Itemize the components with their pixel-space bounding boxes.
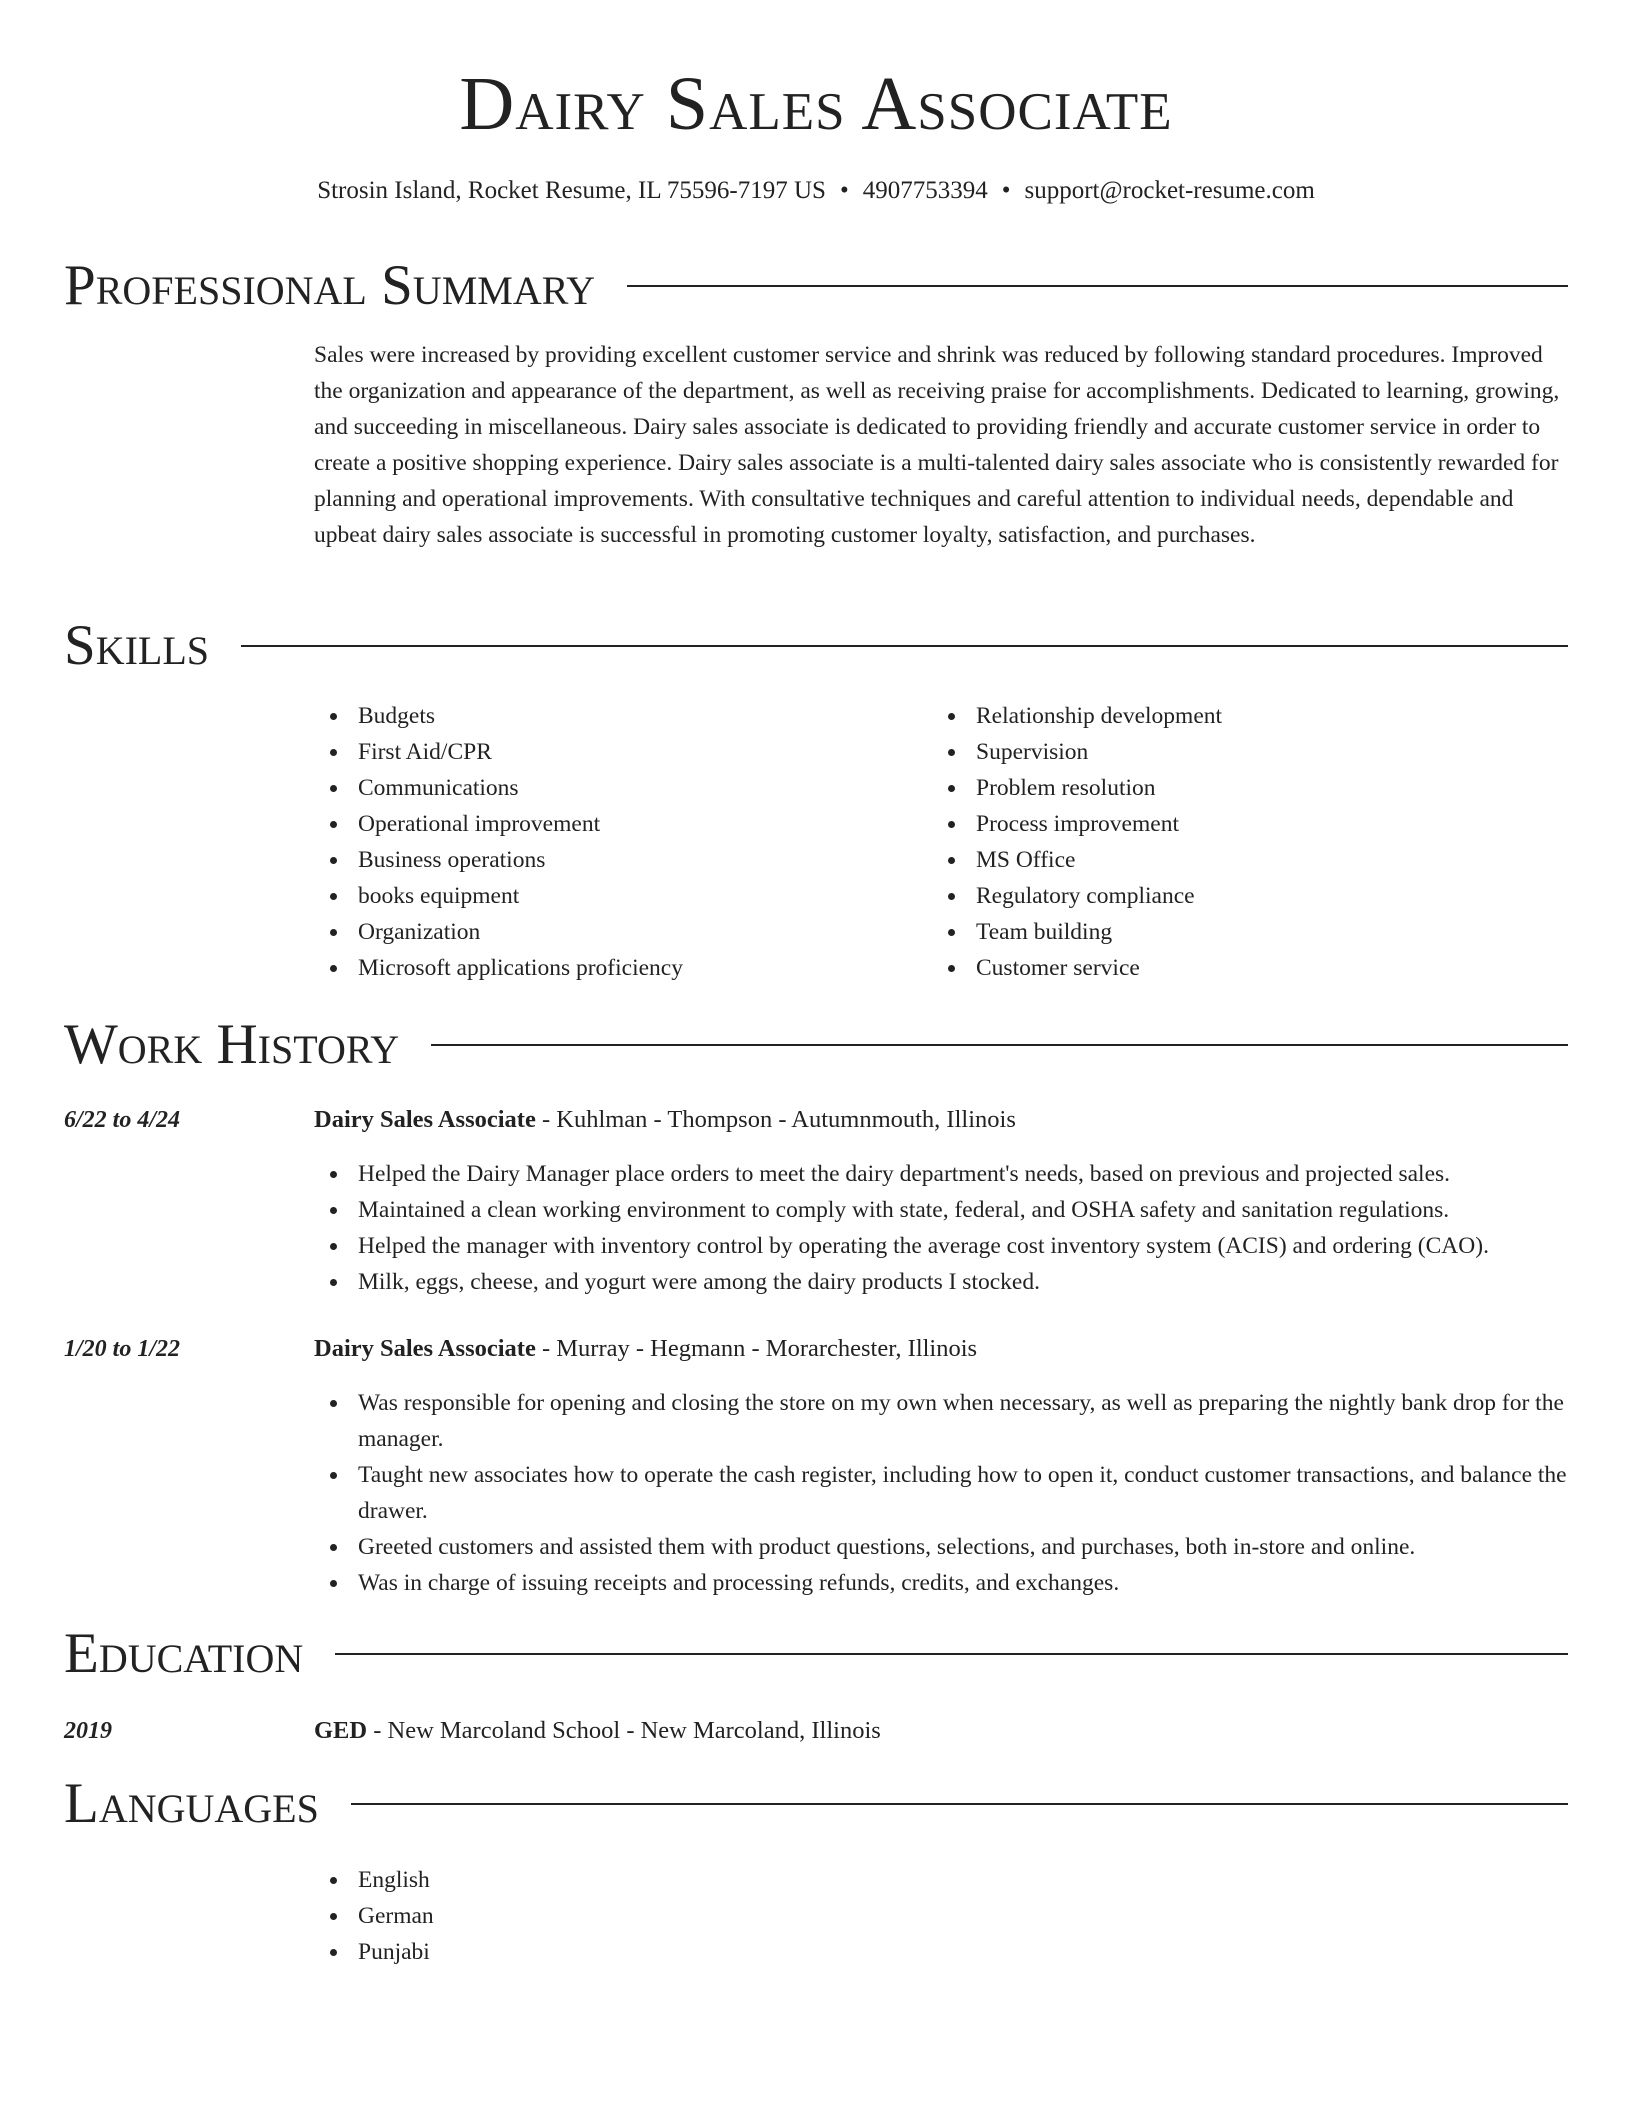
skill-item: Process improvement [932,806,1552,842]
job-heading [314,1102,1016,1138]
education-school: - New Marcoland School - New Marcoland, Illinois [367,1717,881,1744]
job-title: Dairy Sales Associate [314,1106,536,1133]
skills-list-right [932,698,1552,986]
skill-item: First Aid/CPR [314,734,914,770]
job-bullet: Greeted customers and assisted them with product questions, selections, and purchases, both in-store and online. [314,1529,1568,1565]
job-bullet: Milk, eggs, cheese, and yogurt were among the dairy products I stocked. [314,1264,1568,1300]
job-dates: 6/22 to 4/24 [64,1107,181,1133]
section-title-skills: Skills [64,614,210,677]
language-item: English [314,1862,914,1898]
skill-item: Operational improvement [314,806,914,842]
skill-item: Business operations [314,842,914,878]
skill-item: Budgets [314,698,914,734]
job-bullet: Was responsible for opening and closing the store on my own when necessary, as well as preparing the nightly bank drop for the manager. [314,1385,1568,1457]
skills-section-header [64,613,1568,679]
education-degree: GED [314,1717,368,1744]
job-bullet: Was in charge of issuing receipts and processing refunds, credits, and exchanges. [314,1565,1568,1601]
skill-item: Microsoft applications proficiency [314,950,914,986]
section-title-summary: Professional Summary [64,254,596,317]
candidate-name: Dairy Sales Associate [459,62,1173,146]
contact-email: support@rocket-resume.com [1024,177,1315,204]
skill-item: Supervision [932,734,1552,770]
job-dates: 1/20 to 1/22 [64,1336,181,1362]
skill-item: Regulatory compliance [932,878,1552,914]
section-divider [335,1653,1568,1655]
section-divider [241,645,1568,647]
job-bullet: Helped the Dairy Manager place orders to meet the dairy department's needs, based on previous and projected sales. [314,1156,1568,1192]
skills-list-left [314,698,914,986]
job-bullet: Taught new associates how to operate the cash register, including how to open it, conduct customer transactions, and balance the drawer. [314,1457,1568,1529]
job-bullet: Maintained a clean working environment to comply with state, federal, and OSHA safety and sanitation regulations. [314,1192,1568,1228]
language-item: Punjabi [314,1934,914,1970]
section-divider [431,1044,1568,1046]
skill-item: Problem resolution [932,770,1552,806]
skill-item: MS Office [932,842,1552,878]
section-title-languages: Languages [64,1772,319,1835]
language-item: German [314,1898,914,1934]
skill-item: Relationship development [932,698,1552,734]
languages-list [314,1862,914,1970]
work-section-header [64,1012,1568,1078]
job-employer: - Kuhlman - Thompson - Autumnmouth, Illinois [535,1106,1016,1133]
section-title-work: Work History [64,1013,400,1076]
education-year: 2019 [64,1718,112,1744]
job-bullets [314,1385,1568,1601]
section-divider [627,285,1568,287]
languages-section-header [64,1771,1568,1837]
job-bullets [314,1156,1568,1300]
job-heading [314,1331,977,1367]
contact-line [0,174,1632,208]
skill-item: Customer service [932,950,1552,986]
section-divider [351,1803,1568,1805]
skill-item: Team building [932,914,1552,950]
contact-address: Strosin Island, Rocket Resume, IL 75596-7197 US [317,177,826,204]
skill-item: Organization [314,914,914,950]
section-title-education: Education [64,1622,304,1685]
contact-phone: 4907753394 [862,177,988,204]
skill-item: Communications [314,770,914,806]
summary-section-header [64,253,1568,319]
job-bullet: Helped the manager with inventory control by operating the average cost inventory system (ACIS) and ordering (CAO). [314,1228,1568,1264]
education-section-header [64,1621,1568,1687]
skill-item: books equipment [314,878,914,914]
contact-separator: • [1001,177,1011,204]
job-employer: - Murray - Hegmann - Morarchester, Illinois [535,1335,978,1362]
job-title: Dairy Sales Associate [314,1335,536,1362]
contact-separator: • [839,177,849,204]
summary-text: Sales were increased by providing excellent customer service and shrink was reduced by following standard procedures. Improved the organization and appearance of the department, as well as receiving praise for accomplishments. Dedicated to learning, growing, and succeeding in miscellaneous. Dairy sales associate is dedicated to providing friendly and accurate customer service in order to create a positive shopping experience. Dairy sales associate is a multi-talented dairy sales associate who is consistently rewarded for planning and operational improvements. With consultative techniques and careful attention to individual needs, dependable and upbeat dairy sales associate is successful in promoting customer loyalty, satisfaction, and purchases. [314,342,1560,548]
education-heading [314,1713,881,1749]
